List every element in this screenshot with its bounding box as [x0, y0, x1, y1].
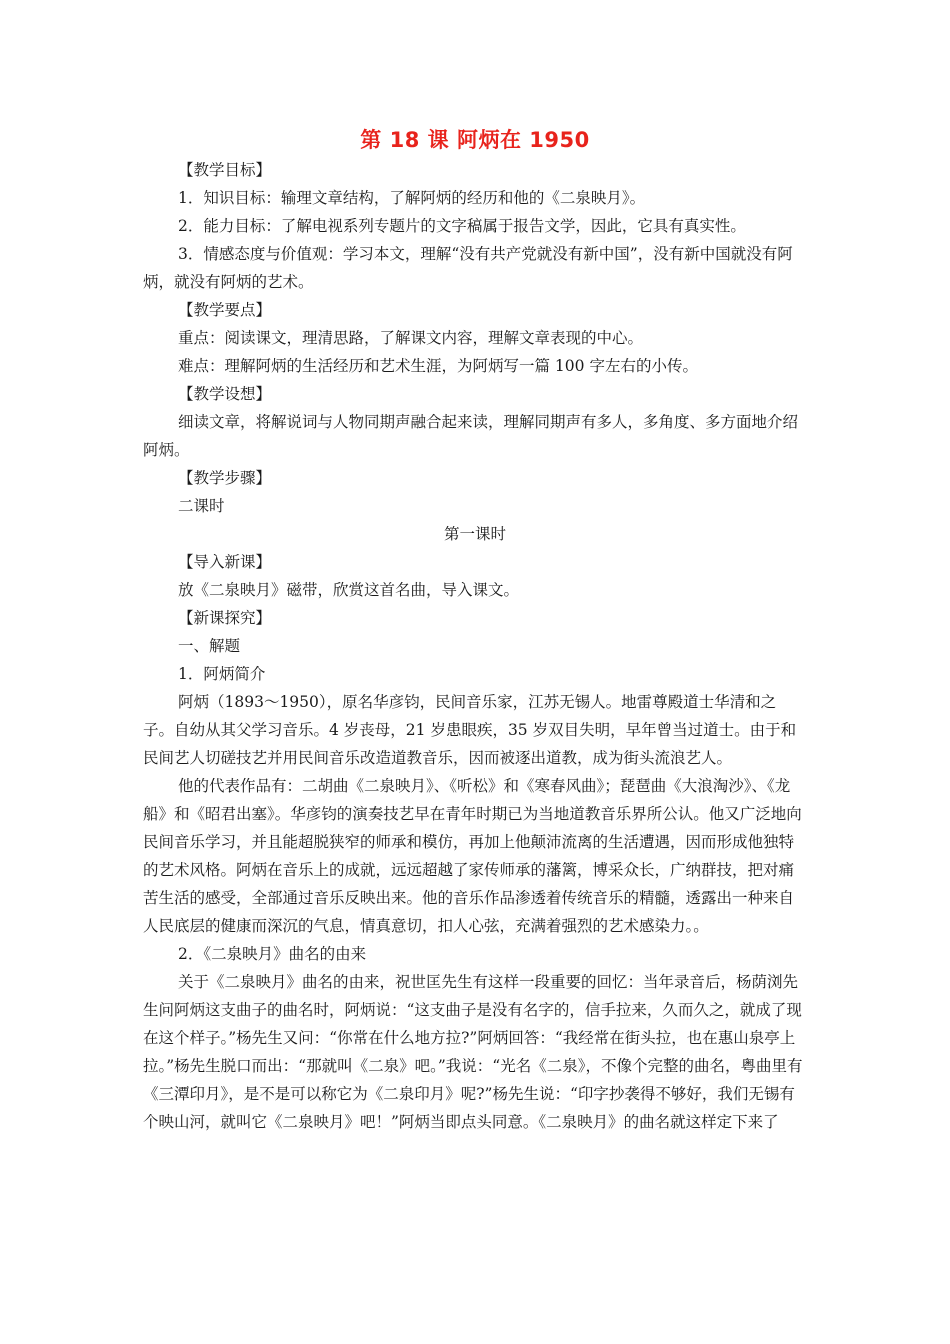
section-one: 一、解题	[178, 637, 241, 655]
first-period-heading: 第一课时	[443, 525, 506, 543]
heading-objectives: 【教学目标】	[178, 161, 272, 179]
sub-heading-origin: 2．《二泉映月》曲名的由来	[178, 945, 367, 963]
heading-design: 【教学设想】	[178, 385, 272, 403]
objective-ability: 2．能力目标：了解电视系列专题片的文字稿属于报告文学，因此，它具有真实性。	[178, 217, 746, 235]
objective-knowledge: 1．知识目标：输理文章结构，了解阿炳的经历和他的《二泉映月》。	[178, 189, 646, 207]
two-periods: 二课时	[178, 497, 225, 515]
heading-steps: 【教学步骤】	[178, 469, 272, 487]
page-title: 第 18 课 阿炳在 1950	[360, 128, 590, 152]
key-point: 重点：阅读课文，理清思路，了解课文内容，理解文章表现的中心。	[178, 329, 644, 347]
sub-heading-bio: 1．阿炳简介	[178, 665, 266, 683]
bio-paragraph-2: 他的代表作品有：二胡曲《二泉映月》、《听松》和《寒春风曲》；琵琶曲《大浪淘沙》、《龙船》和《昭君出塞》。华彦钧的演奏技艺早在青年时期已为当地道教音乐界所公认。他又广泛地向民间音乐学习，并且能超脱狭窄的师承和模仿，再加上他颠沛流离的生活遭遇，因而形成他独特的艺术风格。阿炳在音乐上的成就，远远超越了家传师承的藩篱，博采众长，广纳群技，把对痛苦生活的感受，全部通过音乐反映出来。他的音乐作品渗透着传统音乐的精髓，透露出一种来自人民底层的健康而深沉的气息，情真意切，扣人心弦，充满着强烈的艺术感染力。。	[143, 777, 802, 935]
origin-paragraph: 关于《二泉映月》曲名的由来，祝世匡先生有这样一段重要的回忆：当年录音后，杨荫浏先生问阿炳这支曲子的曲名时，阿炳说：“这支曲子是没有名字的，信手拉来，久而久之，就成了现在这个样子。”杨先生又问：“你常在什么地方拉?”阿炳回答：“我经常在街头拉，也在惠山泉亭上拉。”杨先生脱口而出：“那就叫《二泉》吧。”我说：“光名《二泉》，不像个完整的曲名，粤曲里有《三潭印月》，是不是可以称它为《二泉印月》呢?”杨先生说：“印字抄袭得不够好，我们无锡有个映山河，就叫它《二泉映月》吧！”阿炳当即点头同意。《二泉映月》的曲名就这样定下来了	[143, 973, 803, 1131]
heading-keypoints: 【教学要点】	[178, 301, 272, 319]
heading-intro: 【导入新课】	[178, 553, 272, 571]
bio-paragraph-1: 阿炳（1893～1950），原名华彦钧，民间音乐家，江苏无锡人。地雷尊殿道士华清和之子。自幼从其父学习音乐。4 岁丧母，21 岁患眼疾，35 岁双目失明，早年曾当过道士。由于和民间艺人切磋技艺并用民间音乐改造道教音乐，因而被逐出道教，成为街头流浪艺人。	[143, 693, 797, 767]
difficult-point: 难点：理解阿炳的生活经历和艺术生涯，为阿炳写一篇 100 字左右的小传。	[178, 357, 698, 375]
intro-text: 放《二泉映月》磁带，欣赏这首名曲，导入课文。	[178, 581, 520, 599]
document-body	[143, 156, 807, 1136]
objective-emotion: 3．情感态度与价值观：学习本文，理解“没有共产党就没有新中国”，没有新中国就没有阿炳，就没有阿炳的艺术。	[143, 245, 793, 291]
design-text: 细读文章，将解说词与人物同期声融合起来读，理解同期声有多人，多角度、多方面地介绍阿炳。	[143, 413, 799, 459]
heading-explore: 【新课探究】	[178, 609, 272, 627]
